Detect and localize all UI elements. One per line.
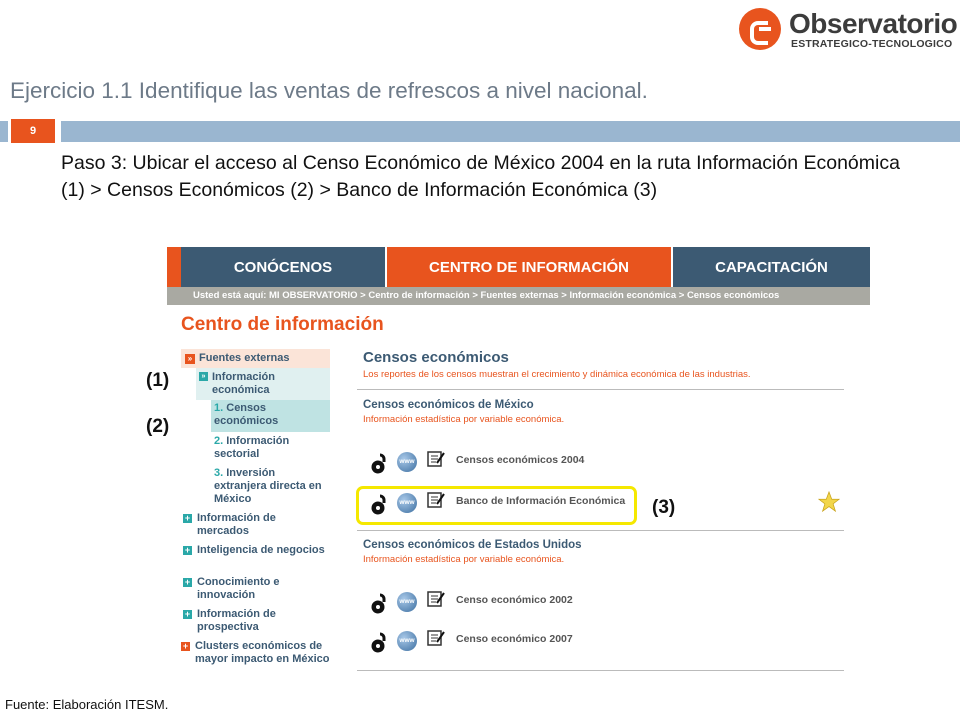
highlight-box [356,486,637,525]
sidebar-item-fuentes-externas[interactable] [181,349,330,368]
document-edit-icon [427,629,445,647]
section-title: Censos económicos [363,349,509,366]
sidebar-item-label: Inteligencia de negocios [197,544,325,556]
nav-capacitacion[interactable]: CAPACITACIÓN [673,247,870,287]
usa-section-description: Información estadística por variable económica. [363,554,565,565]
divider [357,670,844,671]
unlock-icon [371,631,389,653]
subitem-number: 3. [214,467,224,479]
plus-icon: + [184,577,191,587]
double-chevron-icon: » [185,354,195,364]
sidebar-item-label: Fuentes externas [199,352,290,364]
www-icon: www [397,631,417,651]
logo-name: Observatorio [789,8,958,39]
breadcrumb[interactable]: Usted está aquí: MI OBSERVATORIO > Centro de información > Fuentes externas > Información económica > Censos económicos [167,287,870,305]
page-number-badge: 9 [11,119,55,143]
subitem-label: Información sectorial [214,435,290,460]
sidebar-item-label: Información de prospectiva [197,608,276,633]
callout-1: (1) [146,370,170,391]
plus-icon: + [182,641,189,651]
page-title: Centro de información [181,314,384,335]
unlock-icon [371,452,389,474]
divider [357,389,844,390]
nav-accent [167,247,181,287]
sidebar-item-prospectiva[interactable] [183,608,330,634]
sidebar-item-label: Conocimiento e innovación [197,576,280,601]
logo-icon [739,8,781,50]
plus-icon: + [184,513,191,523]
subitem-number: 1. [214,402,224,414]
slide-title: Ejercicio 1.1 Identifique las ventas de refrescos a nivel nacional. [10,78,648,103]
nav-centro-informacion[interactable]: CENTRO DE INFORMACIÓN [387,247,671,287]
subitem-number: 2. [214,435,224,447]
usa-section-title: Censos económicos de Estados Unidos [363,539,582,551]
www-icon: www [397,452,417,472]
callout-2: (2) [146,416,170,437]
sidebar-subitem-censos[interactable] [211,400,330,432]
sidebar-item-informacion-economica[interactable] [196,368,330,400]
source-note: Fuente: Elaboración ITESM. [5,697,169,712]
plus-icon: + [184,545,191,555]
subitem-label: Censos económicos [214,402,279,427]
link-label[interactable]: Censos económicos 2004 [456,454,585,466]
nav-conocenos[interactable]: CONÓCENOS [181,247,385,287]
plus-icon: + [184,609,191,619]
sidebar-item-mercados[interactable] [183,512,330,538]
sidebar-item-clusters[interactable] [181,640,330,666]
document-edit-icon [427,450,445,468]
sidebar-item-conocimiento[interactable] [183,576,330,602]
sidebar-item-label: Información económica [212,371,275,396]
mexico-section-title: Censos económicos de México [363,399,534,411]
header-bar-left [0,121,8,142]
link-label[interactable]: Censo económico 2007 [456,633,573,645]
double-chevron-icon: » [199,372,208,381]
sidebar-subitem-inversion[interactable] [211,465,330,509]
sidebar-subitem-sectorial[interactable] [211,433,330,463]
callout-3: (3) [652,497,676,518]
website-screenshot [167,247,870,675]
sidebar-item-label: Información de mercados [197,512,276,537]
header-bar [61,121,960,142]
step-instruction: Paso 3: Ubicar el acceso al Censo Económico de México 2004 en la ruta Información Económica (1) > Censos Económicos (2) > Banco de Información Económica (3) [61,152,900,201]
sidebar-item-inteligencia[interactable] [183,544,330,557]
star-icon[interactable] [818,491,840,513]
link-label[interactable]: Censo económico 2002 [456,594,573,606]
subitem-label: Inversión extranjera directa en México [214,467,322,505]
document-edit-icon [427,590,445,608]
link-label[interactable]: Banco de Información Económica [456,495,626,507]
mexico-section-description: Información estadística por variable económica. [363,414,565,425]
unlock-icon [371,592,389,614]
divider [357,530,844,531]
www-icon: www [397,592,417,612]
sidebar-item-label: Clusters económicos de mayor impacto en México [195,640,330,665]
logo-subtitle: ESTRATEGICO-TECNOLOGICO [791,38,953,50]
section-description: Los reportes de los censos muestran el crecimiento y dinámica económica de las industrias. [363,369,751,380]
www-icon: www [397,493,417,513]
